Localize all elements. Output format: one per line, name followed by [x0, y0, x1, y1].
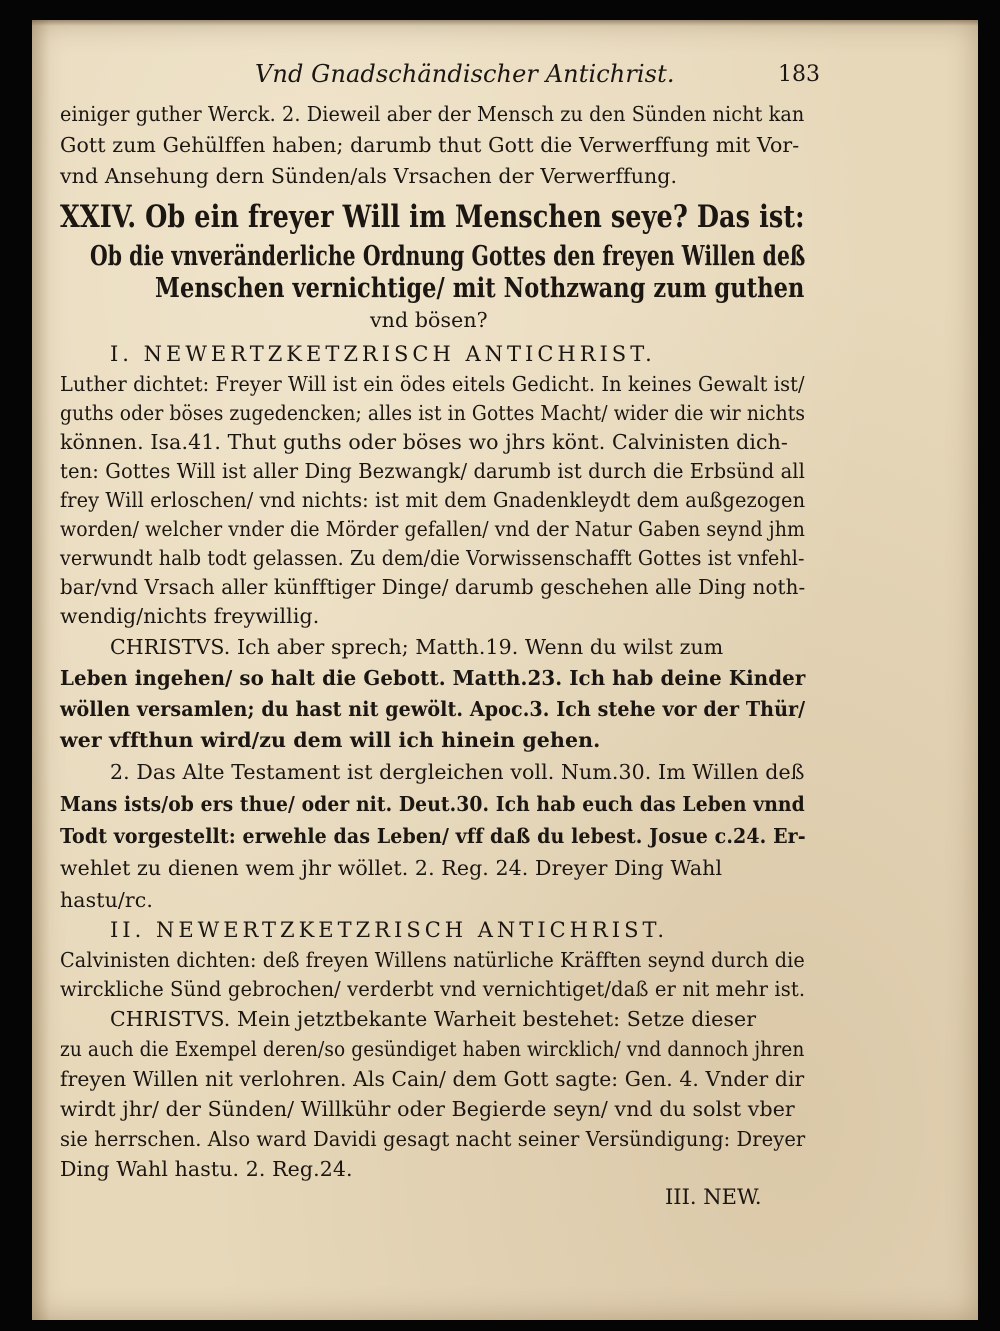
catchword: III. NEW.: [665, 1185, 762, 1209]
text-line: vnd Ansehung dern Sünden/als Vrsachen der Verwerffung.: [60, 164, 678, 188]
text-line: einiger guther Werck. 2. Dieweil aber der Mensch zu den Sünden nicht kan: [60, 102, 805, 126]
text-line: können. Isa.41. Thut guths oder böses wo jhrs könt. Calvinisten dich-: [60, 430, 788, 454]
text-line: wirdt jhr/ der Sünden/ Willkühr oder Begierde seyn/ vnd du solst vber: [60, 1097, 795, 1121]
text-line: Luther dichtet: Freyer Will ist ein ödes eitels Gedicht. In keines Gewalt ist/: [60, 372, 805, 396]
text-line: Gott zum Gehülffen haben; darumb thut Gott die Verwerffung mit Vor-: [60, 133, 800, 157]
text-line: wöllen versamlen; du hast nit gewölt. Apoc.3. Ich stehe vor der Thür/: [60, 697, 806, 721]
text-line: hastu/rc.: [60, 888, 153, 912]
text-line: freyen Willen nit verlohren. Als Cain/ dem Gott sagte: Gen. 4. Vnder dir: [60, 1067, 805, 1091]
text-line: wendig/nichts freywillig.: [60, 604, 320, 628]
section-heading: vnd bösen?: [370, 308, 488, 332]
text-line: Ding Wahl hastu. 2. Reg.24.: [60, 1157, 353, 1181]
text-line: zu auch die Exempel deren/so gesündiget haben wircklich/ vnd dannoch jhren: [60, 1037, 805, 1061]
running-title: Vnd Gnadschändischer Antichrist.: [255, 60, 675, 88]
text-line: verwundt halb todt gelassen. Zu dem/die Vorwissenschafft Gottes ist vnfehl-: [60, 546, 805, 570]
text-line: guths oder böses zugedencken; alles ist in Gottes Macht/ wider die wir nichts: [60, 401, 806, 425]
text-line: CHRISTVS. Mein jetztbekante Warheit bestehet: Setze dieser: [110, 1007, 757, 1031]
section-heading: Ob die vnveränderliche Ordnung Gottes den freyen Willen deß: [90, 241, 806, 272]
page-edge-shadow: [32, 20, 978, 26]
text-line: wirckliche Sünd gebrochen/ verderbt vnd vernichtiget/daß er nit mehr ist.: [60, 977, 806, 1001]
text-line: Todt vorgestellt: erwehle das Leben/ vff daß du lebest. Josue c.24. Er-: [60, 824, 806, 848]
speaker-heading: I. NEWERTZKETZRISCH ANTICHRIST.: [110, 342, 656, 366]
text-line: CHRISTVS. Ich aber sprech; Matth.19. Wenn du wilst zum: [110, 635, 724, 659]
page-number: 183: [778, 62, 820, 87]
text-line: wehlet zu dienen wem jhr wöllet. 2. Reg. 24. Dreyer Ding Wahl: [60, 856, 723, 880]
speaker-heading: II. NEWERTZKETZRISCH ANTICHRIST.: [110, 918, 669, 942]
text-line: ten: Gottes Will ist aller Ding Bezwangk/ darumb ist durch die Erbsünd all: [60, 459, 806, 483]
text-line: Leben ingehen/ so halt die Gebott. Matth.23. Ich hab deine Kinder: [60, 666, 806, 690]
section-heading: XXIV. Ob ein freyer Will im Menschen seye? Das ist:: [60, 199, 805, 235]
text-line: wer vffthun wird/zu dem will ich hinein gehen.: [60, 728, 601, 752]
text-line: worden/ welcher vnder die Mörder gefallen/ vnd der Natur Gaben seynd jhm: [60, 517, 805, 541]
text-line: bar/vnd Vrsach aller künfftiger Dinge/ darumb geschehen alle Ding noth-: [60, 575, 806, 599]
text-line: Mans ists/ob ers thue/ oder nit. Deut.30. Ich hab euch das Leben vnnd: [60, 792, 805, 816]
text-line: frey Will erloschen/ vnd nichts: ist mit dem Gnadenkleydt dem außgezogen: [60, 488, 806, 512]
text-line: sie herrschen. Also ward Davidi gesagt nacht seiner Versündigung: Dreyer: [60, 1127, 806, 1151]
text-line: Calvinisten dichten: deß freyen Willens natürliche Kräfften seynd durch die: [60, 948, 805, 972]
text-line: 2. Das Alte Testament ist dergleichen voll. Num.30. Im Willen deß: [110, 760, 805, 784]
section-heading: Menschen vernichtige/ mit Nothzwang zum guthen: [155, 273, 805, 304]
